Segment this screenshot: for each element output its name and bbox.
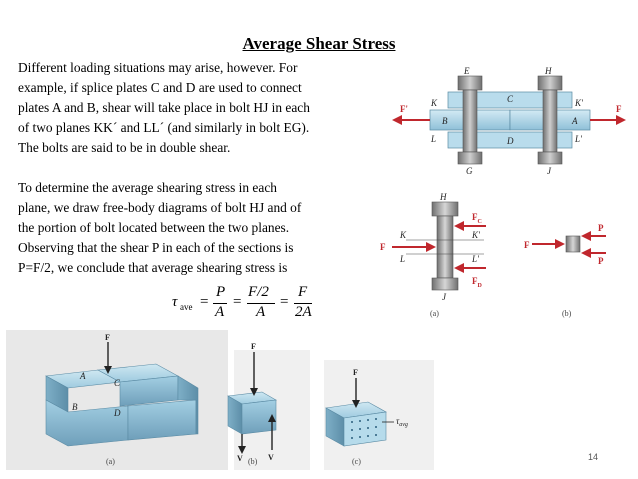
block-label-c: C	[114, 378, 121, 388]
formula-frac1-den: A	[215, 304, 225, 320]
fbd-section-label-f: F	[524, 240, 530, 250]
fbd-bolt-head	[432, 202, 458, 216]
fbd-bolt-shank	[437, 216, 453, 278]
paragraph2-line-1: To determine the average shearing stress in each	[18, 180, 277, 195]
fbd-f-arrow-head	[426, 242, 436, 252]
block-caption-c: (c)	[352, 457, 361, 466]
cube-b-label-v-left: V	[237, 454, 243, 463]
fbd-fd-arrow-head	[454, 263, 464, 273]
fbd-fc-arrow-head	[454, 221, 464, 231]
block-label-b: B	[72, 402, 78, 412]
fbd-section-p-bottom-head	[581, 248, 591, 258]
page-title: Average Shear Stress	[242, 34, 396, 53]
shear-stress-formula	[172, 284, 320, 324]
fbd-label-h: H	[440, 192, 447, 202]
bolt-eg-nut	[458, 152, 482, 164]
paragraph1-line-3: plates A and B, shear will take place in bolt HJ in each	[18, 100, 310, 115]
fbd-label-fc-sub: C	[477, 219, 482, 225]
formula-frac2-num: F/2	[248, 284, 269, 300]
label-f-left: F'	[400, 104, 408, 114]
paragraph-free-body	[18, 178, 376, 278]
fbd-section-p-top-head	[581, 231, 591, 241]
label-a: A	[572, 116, 578, 126]
block-label-d: D	[114, 408, 121, 418]
fbd-label-k: K	[400, 230, 407, 240]
paragraph-double-shear	[18, 58, 376, 158]
formula-tau-subscript: ave	[180, 302, 193, 312]
block-d-front	[128, 400, 196, 440]
formula-eq-2: =	[233, 294, 242, 310]
fbd-label-fc	[472, 212, 482, 225]
paragraph1-line-4: of two planes KK´ and LL´ (and similarly in bolt EG).	[18, 120, 310, 135]
cube-b-label-v-right: V	[268, 453, 274, 462]
fbd-bolt-nut	[432, 278, 458, 290]
fbd-label-fd	[472, 276, 483, 289]
block-caption-b: (b)	[248, 457, 258, 466]
label-k-prime: K'	[575, 98, 583, 108]
fbd-label-l-prime: L'	[472, 254, 479, 264]
formula-eq-3: =	[280, 294, 289, 310]
cube-c-label-f: F	[353, 368, 358, 377]
bolt-hj-shank	[543, 90, 557, 152]
fbd-section-f-arrow-head	[555, 239, 565, 249]
force-arrow-left-head	[392, 115, 402, 125]
fbd-label-j: J	[442, 292, 446, 302]
fbd-label-fd-sub: D	[477, 283, 482, 289]
page-number: 14	[588, 452, 599, 462]
label-l-prime: L'	[575, 134, 582, 144]
formula-frac3-num: F	[298, 284, 308, 300]
bolt-hj-head	[538, 76, 562, 90]
fbd-section-label-p-top: P	[598, 223, 604, 233]
fbd-section-block	[566, 236, 580, 252]
fbd-label-l: L	[400, 254, 406, 264]
fbd-section-label-p-bottom: P	[598, 256, 604, 266]
paragraph2-line-3: the portion of bolt located between the two planes.	[18, 220, 290, 235]
paragraph2-line-4: Observing that the shear P in each of the sections is	[18, 240, 294, 255]
paragraph2-line-5: P=F/2, we conclude that average shearing stress is	[18, 260, 288, 275]
formula-frac2-den: A	[256, 304, 266, 320]
label-f-right: F	[616, 104, 622, 114]
label-b: B	[442, 116, 448, 126]
paragraph1-line-2: example, if splice plates C and D are used to connect	[18, 80, 302, 95]
paragraph2-line-2: plane, we draw free-body diagrams of bolt HJ and of	[18, 200, 302, 215]
force-arrow-right-head	[616, 115, 626, 125]
label-e: E	[464, 66, 470, 76]
formula-frac1-num: P	[216, 284, 226, 300]
fbd-caption-a: (a)	[430, 309, 439, 318]
fbd-label-fc-main: F	[472, 212, 478, 222]
block-caption-a: (a)	[106, 457, 115, 466]
splice-plate-figure	[390, 62, 630, 182]
paragraph1-line-1: Different loading situations may arise, however. For	[18, 60, 298, 75]
label-j: J	[547, 166, 551, 176]
bolt-eg-shank	[463, 90, 477, 152]
bolt-eg-head	[458, 76, 482, 90]
cube-c-label-tau-sub: avg	[399, 422, 408, 428]
block-label-f-a: F	[105, 333, 110, 342]
fbd-label-f: F	[380, 242, 386, 252]
fbd-label-fd-main: F	[472, 276, 478, 286]
block-shear-figure	[6, 330, 606, 470]
fbd-label-k-prime: K'	[472, 230, 480, 240]
cube-c-side	[344, 412, 386, 446]
fbd-caption-b: (b)	[562, 309, 572, 318]
bolt-hj-nut	[538, 152, 562, 164]
label-g: G	[466, 166, 473, 176]
label-l: L	[431, 134, 437, 144]
cube-c-label-tau-main: τ	[396, 416, 400, 426]
paragraph1-line-5: The bolts are said to be in double shear.	[18, 140, 231, 155]
label-d: D	[507, 136, 514, 146]
block-label-a: A	[80, 371, 86, 381]
formula-eq-1: =	[200, 294, 209, 310]
label-c: C	[507, 94, 514, 104]
formula-frac3-den: 2A	[295, 304, 312, 320]
label-k: K	[431, 98, 438, 108]
bolt-free-body-figure	[374, 192, 614, 324]
formula-tau: τ	[172, 294, 178, 310]
cube-b-label-f: F	[251, 342, 256, 351]
label-h: H	[545, 66, 552, 76]
